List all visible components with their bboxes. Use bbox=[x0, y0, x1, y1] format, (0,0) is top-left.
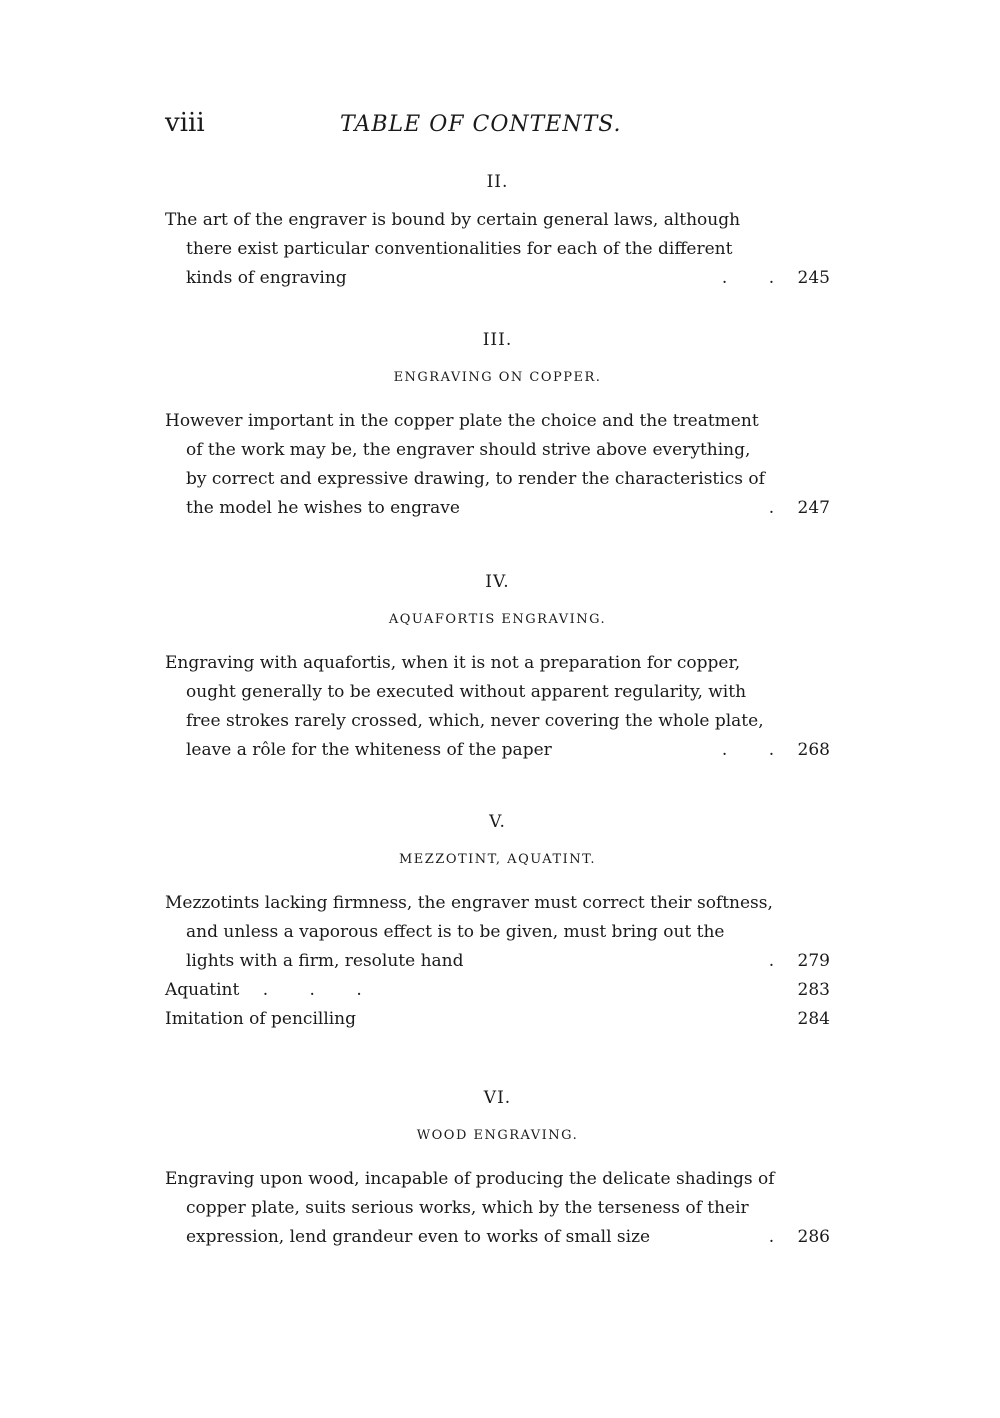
entry-text: However important in the copper plate the choice and the treatment of the work may be, the engraver should strive above everything, by correct and expressive drawing, to render the characteristics of the model he wishes to engrave bbox=[165, 411, 765, 518]
leader-dots: . bbox=[768, 951, 793, 971]
entry-page-ref bbox=[722, 736, 830, 765]
entry-text: Aquatint bbox=[165, 980, 240, 1000]
toc-entry bbox=[165, 206, 830, 293]
page-number-ref: 247 bbox=[797, 498, 830, 518]
section-v bbox=[165, 812, 830, 1034]
entry-text: Imitation of pencilling bbox=[165, 1009, 357, 1029]
leader-dots: . bbox=[768, 1227, 793, 1247]
entry-text: Mezzotints lacking firmness, the engraver must correct their softness, and unless a vaporous effect is to be given, must bring out the lights with a firm, resolute hand bbox=[165, 893, 773, 971]
page-number-ref: 284 bbox=[797, 1009, 830, 1029]
section-heading: ENGRAVING ON COPPER. bbox=[393, 370, 602, 385]
entry-page-ref bbox=[722, 264, 830, 293]
leader-dots: . . bbox=[721, 268, 793, 288]
section-numeral: V. bbox=[489, 812, 506, 832]
section-numeral: VI. bbox=[483, 1088, 512, 1108]
section-heading: MEZZOTINT, AQUATINT. bbox=[398, 852, 597, 867]
leader-dots: . . . bbox=[262, 980, 380, 1000]
section-numeral: III. bbox=[482, 330, 513, 350]
page-number-ref: 283 bbox=[797, 980, 830, 1000]
page-number-ref: 286 bbox=[797, 1227, 830, 1247]
page-number-ref: 245 bbox=[797, 268, 830, 288]
entry-page-ref bbox=[769, 947, 830, 976]
page-number-ref: 279 bbox=[797, 951, 830, 971]
entry-page-ref bbox=[769, 494, 830, 523]
page-number-ref: 268 bbox=[797, 740, 830, 760]
leader-dots: . bbox=[768, 498, 793, 518]
toc-entry bbox=[165, 976, 830, 1005]
section-iv bbox=[165, 572, 830, 765]
toc-entry bbox=[165, 1165, 830, 1252]
toc-entry bbox=[165, 649, 830, 765]
leader-dots: . . bbox=[721, 740, 793, 760]
entry-text: The art of the engraver is bound by certain general laws, although there exist particular conventionalities for each of the different kinds of engraving bbox=[165, 210, 741, 288]
toc-entry bbox=[165, 1005, 830, 1034]
running-title: TABLE OF CONTENTS. bbox=[340, 112, 622, 137]
section-iii bbox=[165, 330, 830, 523]
section-numeral: IV. bbox=[485, 572, 510, 592]
section-numeral: II. bbox=[486, 172, 509, 192]
entry-page-ref bbox=[769, 1223, 830, 1252]
section-ii bbox=[165, 172, 830, 293]
page-header bbox=[165, 108, 830, 148]
entry-text: Engraving with aquafortis, when it is not a preparation for copper, ought generally to be executed without apparent regularity, with free strokes rarely crossed, which, never covering the whole plate, leave a rôle for the whiteness of the paper bbox=[165, 653, 764, 760]
section-heading: AQUAFORTIS ENGRAVING. bbox=[388, 612, 607, 627]
toc-entry bbox=[165, 889, 830, 976]
entry-text: Engraving upon wood, incapable of producing the delicate shadings of copper plate, suits serious works, which by the terseness of their expression, lend grandeur even to works of small size bbox=[165, 1169, 775, 1247]
section-heading: WOOD ENGRAVING. bbox=[416, 1128, 579, 1143]
section-vi bbox=[165, 1088, 830, 1252]
toc-entry bbox=[165, 407, 830, 523]
page-number: viii bbox=[165, 108, 205, 138]
